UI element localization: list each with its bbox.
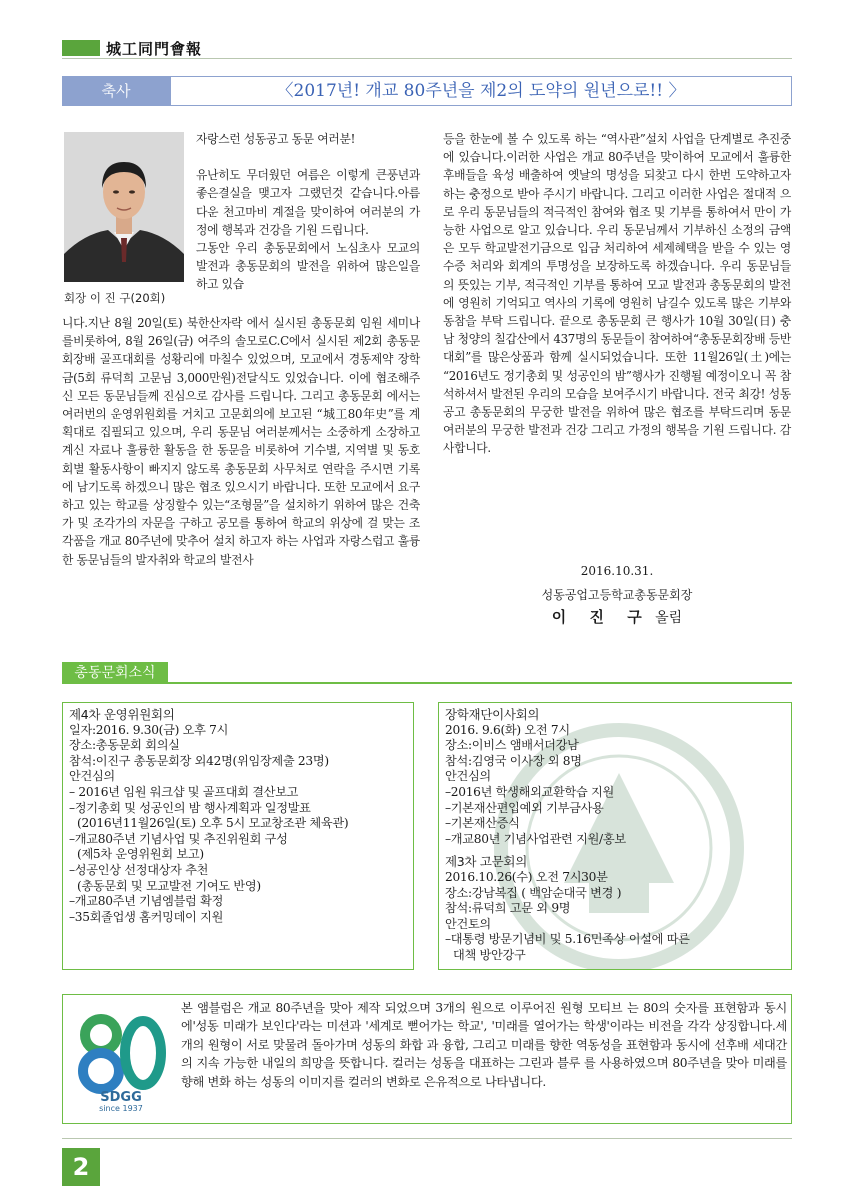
emblem-since-text: since 1937 <box>99 1104 143 1113</box>
paragraph: 유난히도 무더웠던 여름은 이렇게 큰풍년과 좋은결실을 맺고자 그랬던것 같습니다.아름다운 천고마비 계절을 맞이하여 여러분의 가정에 행복과 건강을 기원 드립니다. <box>196 168 420 237</box>
box-line: –기본재산편입예외 기부금사용 <box>445 800 604 815</box>
category-badge: 축사 <box>62 76 170 106</box>
box-line: –개교80주년 기념엠블럼 확정 <box>69 894 224 909</box>
box-line: –35회졸업생 홈커밍데이 지원 <box>69 909 224 924</box>
box-line: –정기총회 및 성공인의 밤 행사계획과 일정발표 <box>69 800 311 815</box>
box-line: (총동문회 및 모교발전 기여도 반영) <box>77 878 261 893</box>
emblem-description: 본 앰블럼은 개교 80주년을 맞아 제작 되었으며 3개의 원으로 이루어진 원형 모티브 는 80의 숫자를 표현함과 동시에'성동 미래가 보인다'라는 미션과 '세계로 뻗어가는 학교', '미래를 열어가는 학생'이라는 비전을 각각 상징합니다.세 개의 원형이 서로 맞물려 돌아가며 성동의 화합 과 융합, 그리고 미래를 향한 역동성을 표현함과 동시에 선후배 세대간의 지속 가능한 내일의 희망을 뜻합니다. 컬러는 성동을 대표하는 그린과 블루 를 사용하였으며 80주년을 맞아 미래를 향해 변화 하는 성동의 이미지를 컬러의 변화로 은유적으로 나타냅니다. <box>181 1001 787 1089</box>
box-line: –개교80년 기념사업관련 지원/홍보 <box>445 831 626 846</box>
box-line: 대책 방안강구 <box>453 947 526 962</box>
signature <box>443 606 791 627</box>
news-box-scholarship-advisory <box>438 702 792 970</box>
box-heading: 제3차 고문회의 <box>445 854 527 870</box>
box-line: 장소:강남복집 ( 백암순대국 변경 ) <box>445 885 622 900</box>
box-line: 장소:이비스 앰배서더강남 <box>445 738 579 753</box>
box-line: (제5차 운영위원회 보고) <box>77 847 204 862</box>
page-number: 2 <box>62 1148 100 1186</box>
paragraph: 니다.지난 8월 20일(토) 북한산자락 에서 실시된 총동문회 임원 세미나를비롯하여, 8월 26일(금) 여주의 솔모로C.C에서 실시된 제2회 총동문회장배 골프대회를 성황리에 마칠수 있었으며, 모교에서 경동제약 장학금(5회 류덕희 고문님 3,000만원)전달식도 있었습니다. 이에 협조해주신 모든 동문님들께 진심으로 감사를 드립니다. 그리고 총동문회 에서는 여러번의 운영위원회를 거치고 고문회의에 보고된 “城工80年史”를 계획대로 집필되고 있으며, 우리 동문님 여러분께서는 소중하게 소장하고 계신 자료나 훌륭한 활동을 한 동문을 비롯하여 기수별, 지역별 및 동호회별 활동사항이 빠지지 않도록 총동문회 사무처로 연락을 주시면 기록에 남기도록 하겠으니 많은 협조 있으시기 바랍니다. 또한 모교에서 요구하고 있는 학교를 상징할수 있는“조형물”을 설치하기 위하여 많은 건축가 및 조각가의 자문을 구하고 공모를 통하여 학교의 위상에 걸 맞는 조각품을 개교 80주년에 맞추어 설치 하고자 하는 사업과 자랑스럽고 훌륭한 동문님들의 발자취와 학교의 발전사 <box>62 316 420 567</box>
greeting: 자랑스런 성동공고 동문 여러분! <box>196 132 356 146</box>
box-line: 참석:류덕희 고문 외 9명 <box>445 901 571 916</box>
box-line: –개교80주년 기념사업 및 추진위원회 구성 <box>69 831 288 846</box>
box-heading: 장학재단이사회의 <box>445 707 540 722</box>
signature-date: 2016.10.31. <box>580 564 654 578</box>
president-photo <box>64 132 184 282</box>
anniversary-emblem <box>71 1009 171 1113</box>
emblem-description-box <box>62 994 792 1124</box>
footer-divider <box>62 1138 792 1139</box>
box-line: –대통령 방문기념비 및 5.16민족상 이설에 따른 <box>445 932 690 947</box>
box-line: –성공인상 선정대상자 추천 <box>69 862 209 877</box>
section-underline <box>168 682 792 684</box>
photo-caption: 회장 이 진 구(20회) <box>64 291 166 305</box>
box-line: – 2016년 임원 워크샵 및 골프대회 결산보고 <box>69 784 299 799</box>
article-column-2 <box>443 130 791 458</box>
article-headline: 〈2017년! 개교 80주년을 제2의 도약의 원년으로!! 〉 <box>170 76 792 106</box>
portrait-image <box>64 132 184 282</box>
box-heading: 제4차 운영위원회의 <box>69 707 175 722</box>
article-column-1-top <box>196 130 420 294</box>
box-line: 안건토의 <box>445 916 491 931</box>
box-line: 안건심의 <box>445 769 491 784</box>
header-divider <box>62 58 792 59</box>
box-line: –기본재산증식 <box>445 816 520 831</box>
box-line: 안건심의 <box>69 769 115 784</box>
box-line: 2016. 9.6(화) 오전 7시 <box>445 722 570 737</box>
box-line: 2016.10.26(수) 오전 7시30분 <box>445 869 608 884</box>
header-color-block <box>62 40 100 56</box>
article-column-1-bottom <box>62 314 420 569</box>
box-line: 참석:김영국 이사장 외 8명 <box>445 753 582 768</box>
emblem-logo-text: SDGG <box>100 1090 142 1105</box>
news-section-header <box>62 662 792 684</box>
paragraph: 그동안 우리 총동문회에서 노심초사 모교의 발전과 총동문회의 발전을 위하여 많은일을 하고 있습 <box>196 241 420 292</box>
box-line: 장소:총동문회 회의실 <box>69 738 180 753</box>
box-line: (2016년11월26일(토) 오후 5시 모교창조관 체육관) <box>77 816 349 831</box>
box-line: –2016년 학생해외교환학습 지원 <box>445 784 614 799</box>
box-line: 참석:이진구 총동문회장 외42명(위임장제출 23명) <box>69 753 329 768</box>
box-line: 일자:2016. 9.30(금) 오후 7시 <box>69 722 229 737</box>
news-box-steering-committee <box>62 702 414 970</box>
newsletter-title: 城工同門會報 <box>106 40 203 58</box>
section-label: 총동문회소식 <box>74 665 156 681</box>
signature-name: 이 진 구 <box>551 608 651 626</box>
signature-suffix: 올림 <box>655 610 683 626</box>
paragraph: 등을 한눈에 볼 수 있도록 하는 “역사관”설치 사업을 단계별로 추진중에 있습니다.이러한 사업은 개교 80주년을 맞이하여 모교에서 훌륭한 후배들을 육성 배출하여 옛날의 명성을 되찾고 다시 한번 도약하고자 하는 충정으로 받아 주시기 바랍니다. 그리고 이러한 사업은 절대적 으로 우리 동문님들의 적극적인 참여와 협조 및 기부를 통하여서 만이 가능한 사업으로 알고 있습니다. 우리 동문님께서 기부하신 소정의 금액은 모두 학교발전기금으로 입금 처리하여 세제혜택을 받을 수 있는 영수증 처리와 회계의 투명성을 보장하도록 하겠습니다. 우리 동문님들의 뜻있는 기부, 적극적인 기부를 통하여 모교 발전과 총동문회의 발전에 영원히 기억되고 역사의 기록에 영원히 남길수 있도록 많은 기부와 동참을 부탁 드립니다. 끝으로 총동문회 큰 행사가 10월 30일(日) 충남 청양의 칠갑산에서 437명의 동문들이 참여하여“총동문회장배 등반대회”를 많은상품과 함께 실시되었습니다. 또한 11월26일(土)에는 “2016년도 정기총회 및 성공인의 밤”행사가 진행될 예정이오니 꼭 참석하셔서 발전된 우리의 모습을 보여주시기 바랍니다. 전국 최강! 성동공고 총동문회의 무궁한 발전을 위하여 많은 협조를 부탁드리며 동문 여러분의 무궁한 발전과 건강 그리고 가정의 행복을 기원 드립니다. 감사합니다. <box>443 132 791 456</box>
emblem-logo-icon <box>71 1009 171 1113</box>
signature-organization: 성동공업고등학교총동문회장 <box>541 588 693 602</box>
